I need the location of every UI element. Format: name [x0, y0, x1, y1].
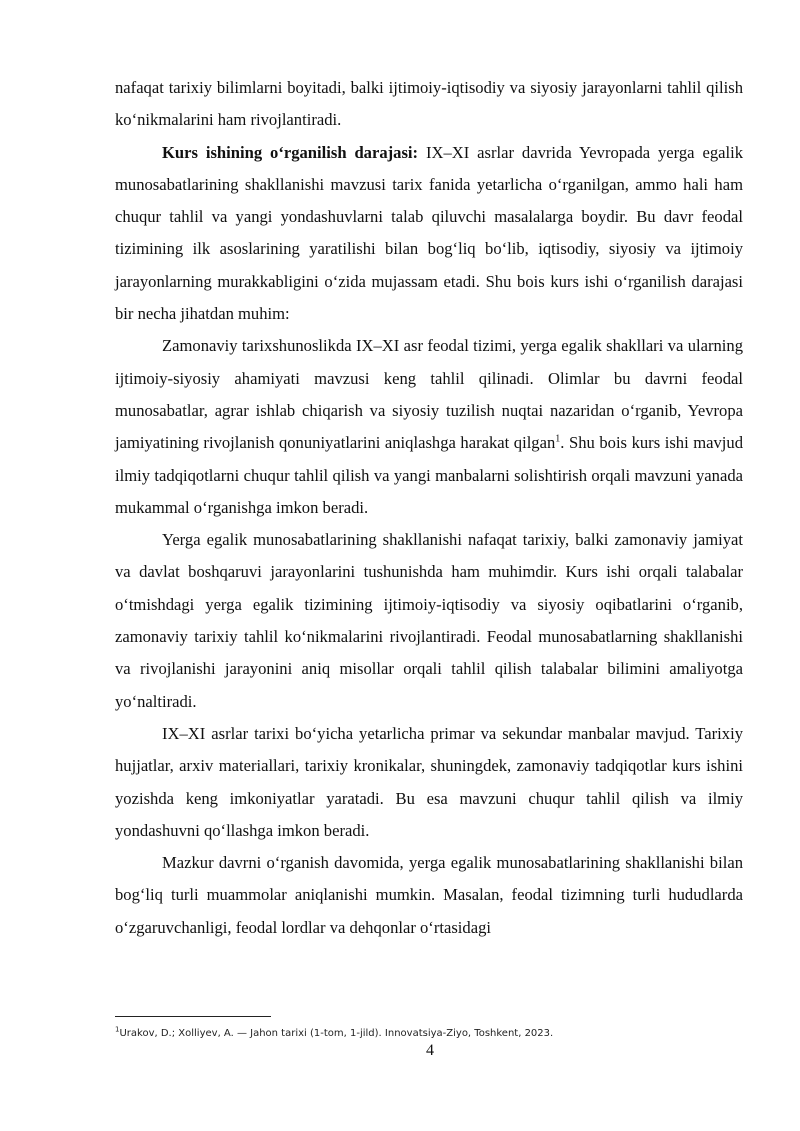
- paragraph-historiography: [115, 330, 743, 524]
- body-text: [115, 72, 743, 944]
- section-heading: Kurs ishining oʻrganilish darajasi:: [162, 142, 419, 162]
- paragraph-problems: Mazkur davrni oʻrganish davomida, yerga egalik munosabatlarining shakllanishi bilan bogʻliq turli muammolar aniqlanishi mumkin. Masalan, feodal tizimning turli hududlarda oʻzgaruvchanligi, feodal lordlar va dehqonlar oʻrtasidagi: [115, 853, 743, 937]
- paragraph-study-level-text: IX–XI asrlar davrida Yevropada yerga egalik munosabatlarining shakllanishi mavzusi tarix fanida yetarlicha oʻrganilgan, ammo hali ham chuqur tahlil va yangi yondashuvlarni talab qiluvchi masalalarga boydir. Bu davr feodal tizimining ilk asoslarining yaratilishi bilan bogʻliq boʻlib, iqtisodiy, siyosiy va ijtimoiy jarayonlarning murakkabligini oʻzida mujassam etadi. Shu bois kurs ishi oʻrganilish darajasi bir necha jihatdan muhim:: [115, 142, 743, 324]
- paragraph-continuation: nafaqat tarixiy bilimlarni boyitadi, balki ijtimoiy-iqtisodiy va siyosiy jarayonlarni tahlil qilish koʻnikmalarini ham rivojlantiradi.: [115, 78, 743, 130]
- footnote-text: Urakov, D.; Xolliyev, A. — Jahon tarixi (1-tom, 1-jild). Innovatsiya-Ziyo, Toshkent, 2023.: [119, 1028, 554, 1039]
- paragraph-historiography-text-1: Zamonaviy tarixshunoslikda IX–XI asr feodal tizimi, yerga egalik shakllari va ularning ijtimoiy-siyosiy ahamiyati mavzusi keng tahlil qilinadi. Olimlar bu davrni feodal munosabatlar, agrar ishlab chiqarish va siyosiy tuzilish nuqtai nazaridan oʻrganib, Yevropa jamiyatining rivojlanish qonuniyatlarini aniqlashga harakat qilgan: [115, 336, 743, 453]
- paragraph-relevance: Yerga egalik munosabatlarining shakllanishi nafaqat tarixiy, balki zamonaviy jamiyat va davlat boshqaruvi jarayonlarini tushunishda ham muhimdir. Kurs ishi orqali talabalar oʻtmishdagi yerga egalik tizimining ijtimoiy-iqtisodiy va siyosiy oqibatlarini oʻrganib, zamonaviy tarixiy tahlil koʻnikmalarini rivojlantiradi. Feodal munosabatlarning shakllanishi va rivojlanishi jarayonini aniq misollar orqali tahlil qilish talabalar bilimini amaliyotga yoʻnaltiradi.: [115, 530, 743, 711]
- paragraph-historiography-text-2: . Shu bois kurs ishi mavjud ilmiy tadqiqotlarni chuqur tahlil qilish va yangi manbalarni solishtirish orqali mavzuni yanada mukammal oʻrganishga imkon beradi.: [115, 433, 744, 517]
- footnote: [115, 1027, 743, 1040]
- page-number: 4: [426, 1042, 434, 1059]
- footnote-reference[interactable]: 1: [555, 433, 561, 445]
- paragraph-sources: IX–XI asrlar tarixi boʻyicha yetarlicha primar va sekundar manbalar mavjud. Tarixiy hujjatlar, arxiv materiallari, tarixiy kronikalar, shuningdek, zamonaviy tadqiqotlar kurs ishini yozishda keng imkoniyatlar yaratadi. Bu esa mavzuni chuqur tahlil qilish va ilmiy yondashuvni qoʻllashga imkon beradi.: [115, 723, 743, 840]
- paragraph-study-level: [115, 137, 743, 331]
- footnote-marker: 1: [115, 1025, 120, 1034]
- footnote-divider: [115, 1016, 271, 1017]
